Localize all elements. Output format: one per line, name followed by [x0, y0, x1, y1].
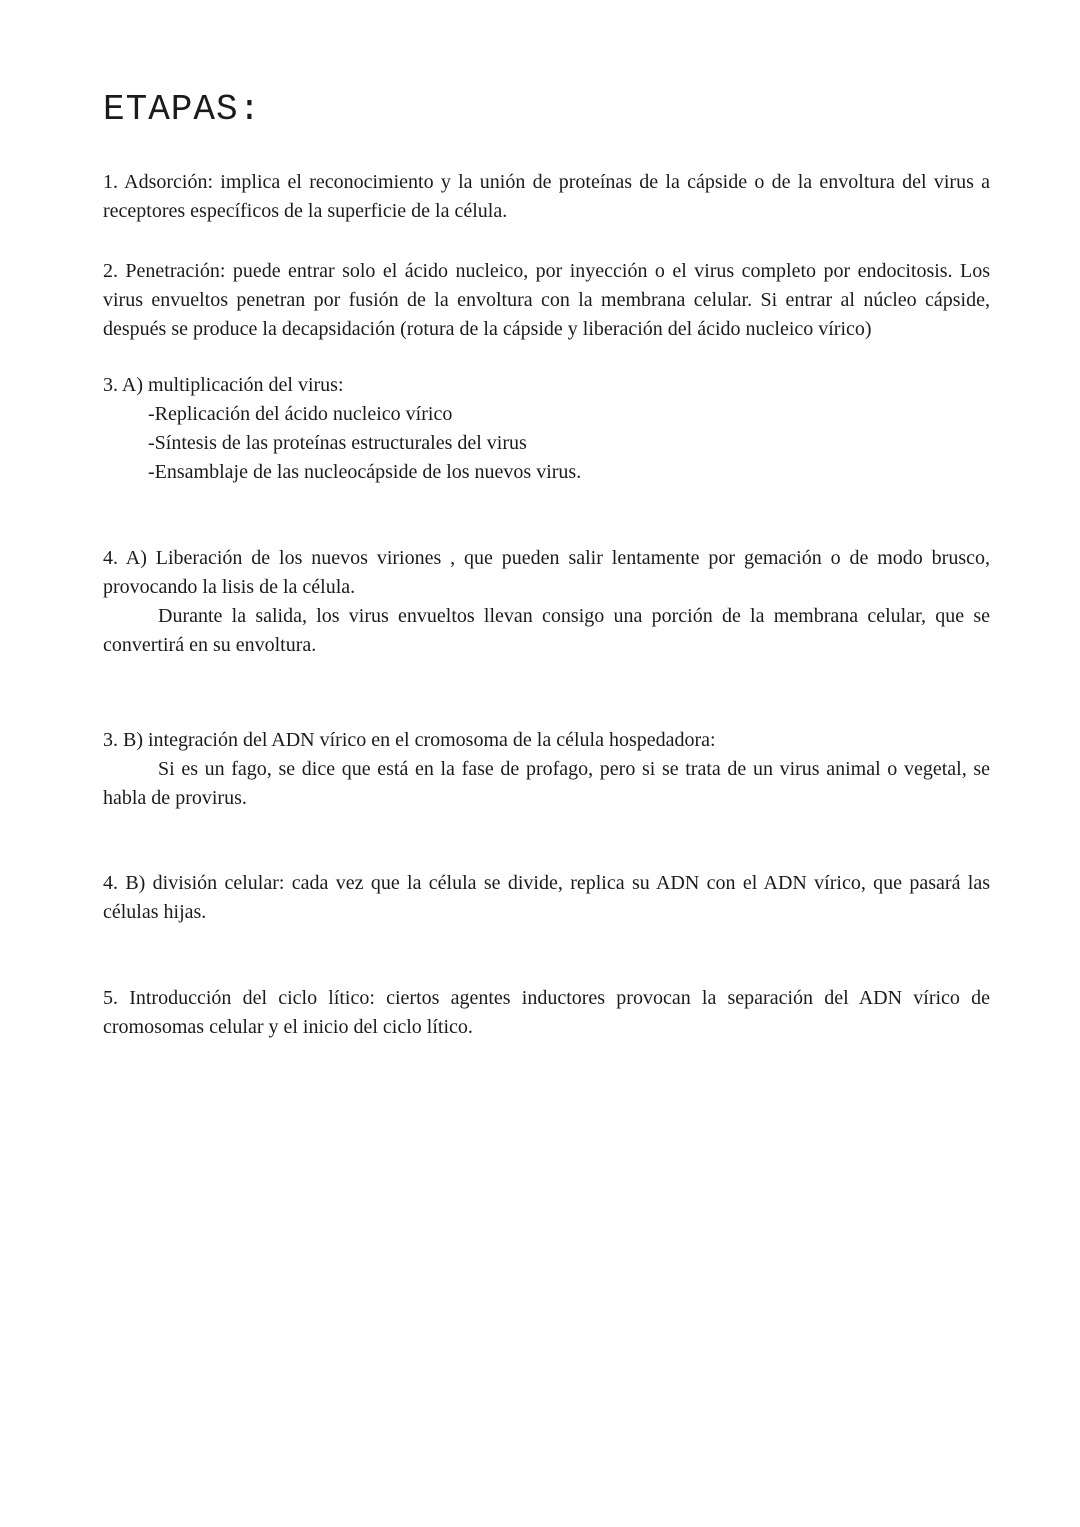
- integracion-heading: 3. B) integración del ADN vírico en el cromosoma de la célula hospedadora:: [103, 729, 716, 751]
- section-integracion: [103, 726, 990, 813]
- paragraph-division: 4. B) división celular: cada vez que la célula se divide, replica su ADN con el ADN vírico, que pasará las células hijas.: [103, 872, 990, 923]
- multiplicacion-item-ensamblaje: -Ensamblaje de las nucleocápside de los nuevos virus.: [148, 461, 582, 483]
- multiplicacion-item-replicacion: -Replicación del ácido nucleico vírico: [148, 403, 453, 425]
- section-multiplicacion: [103, 371, 990, 487]
- section-liberacion: [103, 544, 990, 660]
- multiplicacion-item-sintesis: -Síntesis de las proteínas estructurales del virus: [148, 432, 527, 454]
- paragraph-introduccion-ciclo: 5. Introducción del ciclo lítico: ciertos agentes inductores provocan la separación del ADN vírico de cromosomas celular y el inicio del ciclo lítico.: [103, 987, 990, 1038]
- paragraph-penetracion: 2. Penetración: puede entrar solo el ácido nucleico, por inyección o el virus completo por endocitosis. Los virus envueltos penetran por fusión de la envoltura con la membrana celular. Si entrar al núcleo cápside, después se produce la decapsidación (rotura de la cápside y liberación del ácido nucleico vírico): [103, 260, 990, 340]
- paragraph-liberacion-detalle: Durante la salida, los virus envueltos llevan consigo una porción de la membrana celular, que se convertirá en su envoltura.: [103, 605, 990, 656]
- multiplicacion-heading: 3. A) multiplicación del virus:: [103, 374, 344, 396]
- paragraph-adsorcion: 1. Adsorción: implica el reconocimiento y la unión de proteínas de la cápside o de la envoltura del virus a receptores específicos de la superficie de la célula.: [103, 171, 990, 222]
- page-title: ETAPAS:: [103, 89, 262, 130]
- paragraph-liberacion: 4. A) Liberación de los nuevos viriones , que pueden salir lentamente por gemación o de modo brusco, provocando la lisis de la célula.: [103, 547, 990, 598]
- paragraph-integracion-detalle: Si es un fago, se dice que está en la fase de profago, pero si se trata de un virus animal o vegetal, se habla de provirus.: [103, 758, 990, 809]
